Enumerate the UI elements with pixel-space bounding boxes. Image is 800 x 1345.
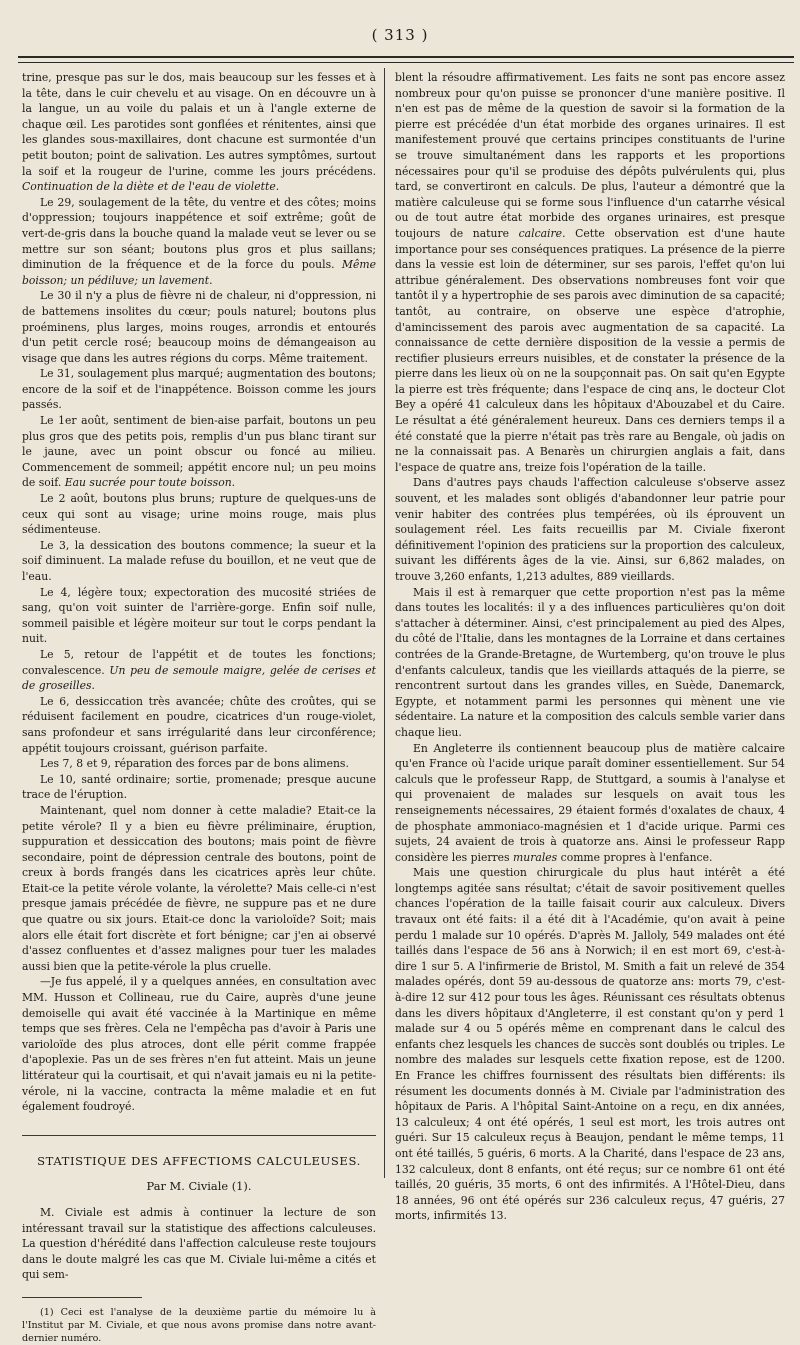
right-column	[395, 70, 785, 1224]
left-column	[22, 70, 376, 1345]
byline: Par M. Civiale (1).	[146, 1179, 252, 1194]
paragraph-text: Le 29, soulagement de la tête, du ventre et des côtes; moins d'oppression; toujours inappétence et soif extrême; goût de vert-de-gris dans la bouche quand la malade veut se lever ou se mettre sur son séant; boutons plus gros et plus saillans; diminution de la fréquence et de la force du pouls.	[22, 195, 376, 272]
section-title: STATISTIQUE DES AFFECTIOMS CALCULEUSES.	[22, 1135, 376, 1170]
paragraph: Mais il est à remarquer que cette proportion n'est pas la même dans toutes les localités: il y a des influences particulières qu'on doit s'attacher à déterminer. Ainsi, c'est principalement au pied des Alpes, du côté de l'Italie, dans les montagnes de la Lorraine et dans certaines contrées de la Grande-Bretagne, de Wurtemberg, qu'on trouve le plus d'enfants calculeux, tandis que les vieillards attaqués de la pierre, se rencontrent surtout dans les grandes villes, en Suède, Danemarck, Egypte, et notamment parmi les personnes qui mènent une vie sédentaire. La nature et la composition des calculs semble varier dans chaque lieu.	[395, 585, 785, 739]
paragraph-italic: murales	[509, 850, 558, 864]
header-rule	[18, 56, 794, 58]
paragraph-italic: Continuation de la diète et de l'eau de violette.	[22, 180, 280, 194]
paragraph: Maintenant, quel nom donner à cette maladie? Etait-ce la petite vérole? Il y a bien eu fièvre préliminaire, éruption, suppuration et dessiccation des boutons; mais point de fièvre secondaire, point de dépression centrale des boutons, point de creux à bords frangés dans les cicatrices après leur chûte. Etait-ce la petite vérole volante, la vérolette? Mais celle-ci n'est presque jamais précédée de fièvre, ne suppure pas et ne dure que quatre ou six jours. Etait-ce donc la varioloïde? Soit; mais alors elle était fort discrète et fort bénigne; car j'en ai observé d'assez confluentes et d'assez malignes pour tuer les malades aussi bien que la petite-vérole la plus cruelle.	[22, 803, 376, 973]
paragraph: Les 7, 8 et 9, réparation des forces par de bons alimens.	[40, 757, 349, 771]
paragraph: M. Civiale est admis à continuer la lecture de son intéressant travail sur la statistique des affections calculeuses. La question d'hérédité dans l'affection calculeuse reste toujours dans le doute malgré les cas que M. Civiale lui-même a cités et qui sem-	[22, 1205, 376, 1282]
page-number: ( 313 )	[371, 26, 429, 44]
paragraph: Le 6, dessiccation très avancée; chûte des croûtes, qui se réduisent facilement en poudre, cicatrices d'un rouge-violet, sans profondeur et sans irrégularité dans leur circonférence; appétit toujours croissant, guérison parfaite.	[22, 694, 376, 755]
paragraph	[395, 741, 785, 866]
paragraph-text: En Angleterre ils contiennent beaucoup plus de matière calcaire qu'en France où l'acide urique paraît dominer essentiellement. Sur 54 calculs que le professeur Rapp, de Stuttgard, a soumis à l'analyse et qui provenaient de malades sur lesquels on avait tous les renseignements nécessaires, 29 étaient formés d'oxalates de chaux, 4 de phosphate ammoniaco-magnésien et 1 d'acide urique. Parmi ces sujets, 24 avaient de trois à quatorze ans. Ainsi le professeur Rapp considère les pierres	[395, 741, 785, 864]
paragraph: Le 10, santé ordinaire; sortie, promenade; presque aucune trace de l'éruption.	[22, 772, 376, 802]
footnote-rule	[22, 1297, 142, 1298]
paragraph	[22, 195, 376, 289]
paragraph: Mais une question chirurgicale du plus haut intérêt a été longtemps agitée sans résultat; c'était de savoir positivement quelles chances l'opération de la taille faisait courir aux calculeux. Divers travaux ont été faits: il a été dit à l'Académie, qu'on avait à peine perdu 1 malade sur 10 opérés. D'après M. Jalloly, 549 malades ont été taillés dans l'espace de 56 ans à Norwich; il en est mort 69, c'est-à-dire 1 sur 5. A l'infirmerie de Bristol, M. Smith a fait un relevé de 354 malades opérés, dont 59 au-dessous de quatorze ans: morts 79, c'est-à-dire 12 sur 412 pour tous les âges. Réunissant ces résultats obtenus dans les divers hôpitaux d'Angleterre, il est constant qu'on y perd 1 malade sur 4 ou 5 opérés même en comprenant dans le calcul des enfants chez lesquels les chances de succès sont doublés ou triples. Le nombre des malades sur lesquels cette fixation repose, est de 1200. En France les chiffres fournissent des résultats bien différents: ils résument les documents donnés à M. Civiale par l'administration des hôpitaux de Paris. A l'hôpital Saint-Antoine on a reçu, en dix années, 13 calculeux; 4 ont été opérés, 1 seul est mort, les trois autres ont guéri. Sur 15 calculeux reçus à Beaujon, pendant le même temps, 11 ont été taillés, 5 guéris, 6 morts. A la Charité, dans l'espace de 23 ans, 132 calculeux, dont 8 enfants, ont été reçus; sur ce nombre 61 ont été taillés, 20 guéris, 35 morts, 6 ont des infirmités. A l'Hôtel-Dieu, dans 18 années, 96 ont été opérés sur 236 calculeux reçus, 47 guéris, 27 morts, infirmités 13.	[395, 866, 785, 1223]
paragraph	[22, 413, 376, 491]
paragraph-italic: Même boisson; un pédiluve; un lavement.	[22, 258, 376, 287]
paragraph: Dans d'autres pays chauds l'affection calculeuse s'observe assez souvent, et les malades sont obligés d'abandonner leur patrie pour venir habiter des contrées plus tempérées, où ils éprouvent un soulagement réel. Les faits recueillis par M. Civiale fixeront définitivement l'opinion des praticiens sur la proportion des calculeux, suivant les différents âges de la vie. Ainsi, sur 6,862 malades, on trouve 3,260 enfants, 1,213 adultes, 889 vieillards.	[395, 476, 785, 583]
paragraph: —Je fus appelé, il y a quelques années, en consultation avec MM. Husson et Collineau, rue du Caire, auprès d'une jeune demoiselle qui avait été vaccinée à la Martinique en même temps que ses frères. Cela ne l'empêcha pas d'avoir à Paris une varioloïde des plus atroces, dont elle périt comme frappée d'apoplexie. Pas un de ses frères n'en fut atteint. Mais un jeune littérateur qui la courtisait, et qui n'avait jamais eu ni la petite-vérole, ni la vaccine, contracta la même maladie et en fut également foudroyé.	[22, 975, 376, 1114]
paragraph-text: blent la résoudre affirmativement. Les faits ne sont pas encore assez nombreux pour qu'on puisse se prononcer d'une manière positive. Il n'en est pas de même de la question de savoir si la formation de la pierre est précédée d'un état morbide des organes urinaires. Il est manifestement prouvé que certains principes constituants de l'urine se trouve simultanément dans les rapports et les proportions nécessaires pour qu'il se produise des dépôts pulvérulents qui, plus tard, se convertiront en calculs. De plus, l'auteur a démontré que la matière calculeuse qui se forme sous l'influence d'un catarrhe vésical ou de tout autre état morbide des organes urinaires, est presque toujours de nature	[395, 71, 785, 240]
paragraph-text: comme propres à l'enfance.	[557, 850, 713, 864]
paragraph: Le 31, soulagement plus marqué; augmentation des boutons; encore de la soif et de l'inappétence. Boisson comme les jours passés.	[22, 367, 376, 412]
paragraph-text: Le 1er août, sentiment de bien-aise parfait, boutons un peu plus gros que des petits pois, remplis d'un pus blanc tirant sur le jaune, avec un point obscur ou foncé au milieu. Commencement de sommeil; appétit encore nul; un peu moins de soif.	[22, 414, 376, 490]
paragraph-text: Le 5, retour de l'appétit et de toutes les fonctions; convalescence.	[22, 647, 376, 677]
paragraph: Le 2 août, boutons plus bruns; rupture de quelques-uns de ceux qui sont au visage; urine moins rouge, mais plus sédimenteuse.	[22, 492, 376, 537]
paragraph-italic: calcaire	[509, 226, 563, 240]
paragraph-text: . Cette observation est d'une haute importance pour ses conséquences pratiques. La présence de la pierre dans la vessie est loin de déterminer, sur ses parois, l'effet qu'on lui attribue généralement. Des observations nombreuses font voir que tantôt il y a hypertrophie de ses parois avec diminution de sa capacité; tantôt, au contraire, on observe une espèce d'atrophie, d'amincissement des parois avec augmentation de sa capacité. La connaissance de cette dernière disposition de la vessie a permis de rectifier plusieurs erreurs nuisibles, et de constater la présence de la pierre dans les lieux où on ne la soupçonnait pas. On sait qu'en Egypte la pierre est très fréquente; dans l'espace de cinq ans, le docteur Clot Bey a opéré 41 calculeux dans les hôpitaux d'Abouzabel et du Caire. Le résultat a été généralement heureux. Dans ces derniers temps il a été constaté que la pierre n'était pas très rare au Bengale, où jadis on ne la connaissait pas. A Benarès un chirurgien anglais a fait, dans l'espace de quatre ans, treize fois l'opération de la taille.	[395, 226, 785, 474]
paragraph	[22, 70, 376, 195]
paragraph-italic: Eau sucrée pour toute boisson.	[61, 476, 236, 490]
column-divider	[384, 68, 385, 1178]
header-rule-thin	[18, 62, 794, 63]
paragraph	[395, 70, 785, 475]
paragraph-italic: Un peu de semoule maigre, gelée de cerises et de groseilles.	[22, 663, 376, 693]
paragraph: Le 3, la dessication des boutons commence; la sueur et la soif diminuent. La malade refuse du bouillon, et ne veut que de l'eau.	[22, 538, 376, 583]
paragraph: Le 4, légère toux; expectoration des mucosité striées de sang, qu'on voit suinter de l'arrière-gorge. Enfin soif nulle, sommeil paisible et légère moiteur sur tout le corps pendant la nuit.	[22, 585, 376, 646]
footnote: (1) Ceci est l'analyse de la deuxième partie du mémoire lu à l'Institut par M. Civiale, et que nous avons promise dans notre avant-dernier numéro.	[22, 1306, 376, 1344]
paragraph	[22, 647, 376, 694]
paragraph-text: trine, presque pas sur le dos, mais beaucoup sur les fesses et à la tête, dans le cuir chevelu et au visage. On en découvre un à la langue, un au voile du palais et un à l'angle externe de chaque œil. Les parotides sont gonflées et rénitentes, ainsi que les glandes sous-maxillaires, dont chacune est surmontée d'un petit bouton; point de salivation. Les autres symptômes, surtout la soif et la rougeur de l'urine, comme les jours précédens.	[22, 71, 376, 178]
paragraph: Le 30 il n'y a plus de fièvre ni de chaleur, ni d'oppression, ni de battemens insolites du cœur; pouls naturel; boutons plus proéminens, plus larges, moins rouges, arrondis et entourés d'un petit cercle rosé; beaucoup moins de démangeaison au visage que dans les autres régions du corps. Même traitement.	[22, 289, 376, 365]
